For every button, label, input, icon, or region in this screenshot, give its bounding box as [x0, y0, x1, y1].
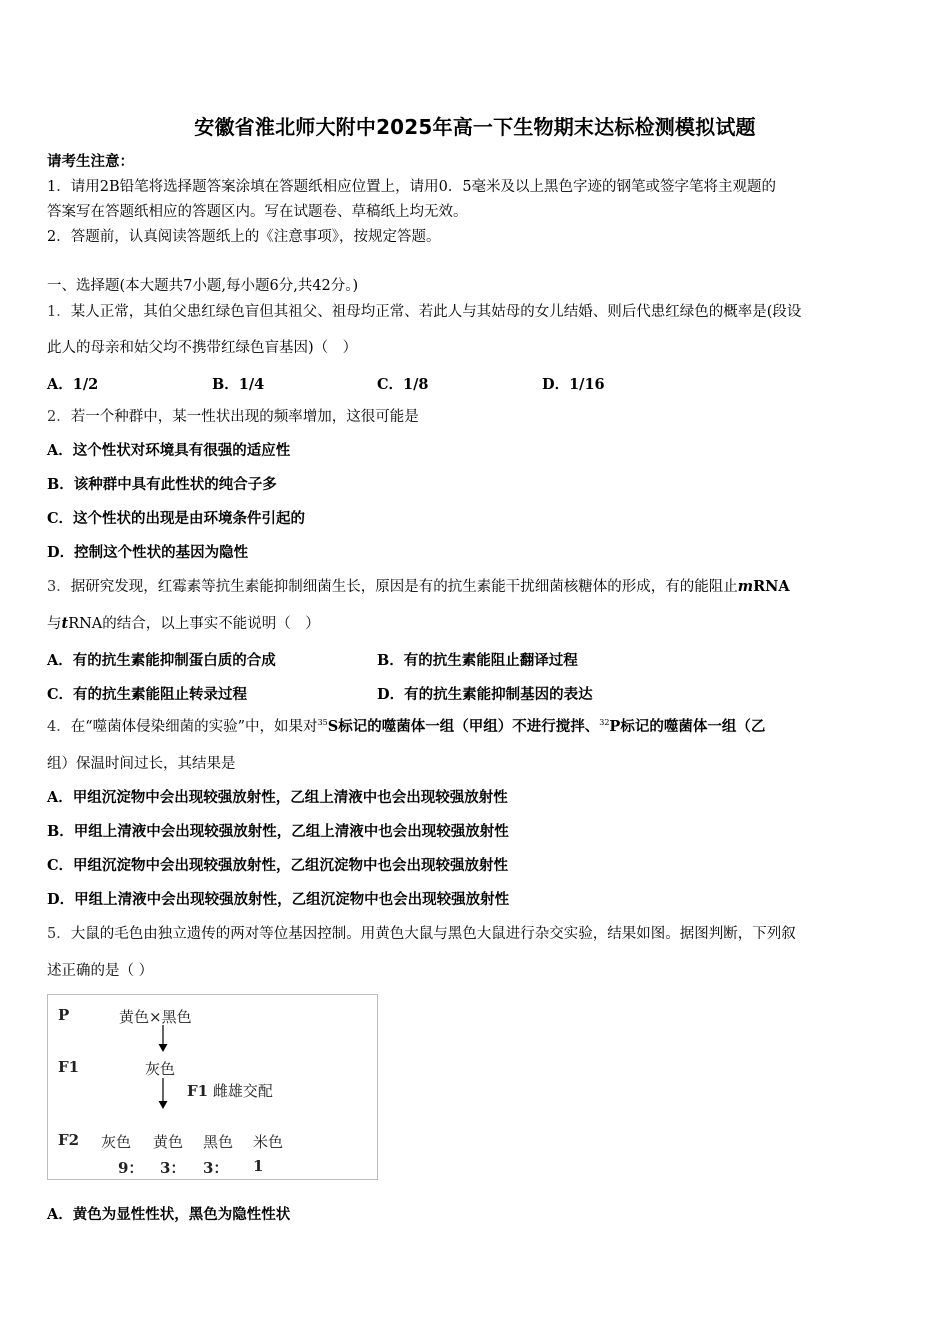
question-4-text-1b: S标记的噬菌体一组（甲组）不进行搅拌、 — [327, 718, 600, 735]
question-1-line-1 — [47, 302, 801, 322]
question-5-text-1: 大鼠的毛色由独立遗传的两对等位基因控制。用黄色大鼠与黑色大鼠进行杂交实验，结果如图。据图判断，下列叙 — [70, 926, 796, 942]
question-4-line-2: 组）保温时间过长，其结果是 — [47, 756, 236, 772]
f1-phenotype: 灰色 — [145, 1060, 176, 1078]
question-4-option-d: D．甲组上清液中会出现较强放射性，乙组沉淀物中也会出现较强放射性 — [47, 891, 510, 908]
question-3-m-italic: m — [737, 578, 754, 595]
question-1-option-d: D．1/16 — [542, 376, 605, 393]
question-2-number: 2． — [47, 409, 71, 425]
question-1-line-2: 此人的母亲和姑父均不携带红绿色盲基因)（ ） — [47, 340, 358, 356]
question-2-option-a: A．这个性状对环境具有很强的适应性 — [47, 442, 291, 459]
f2-phenotype-gray: 灰色 — [101, 1133, 132, 1151]
question-1-text-1: 某人正常，其伯父患红绿色盲但其祖父、祖母均正常、若此人与其姑母的女儿结婚、则后代患红绿色的概率是(段设 — [70, 304, 802, 320]
p-cross-text: 黄色×黑色 — [119, 1008, 192, 1026]
arrow-down-icon-2 — [156, 1078, 170, 1110]
f2-ratio-gray: 9： — [118, 1159, 144, 1177]
question-3-option-a: A．有的抗生素能抑制蛋白质的合成 — [47, 652, 276, 669]
question-3-text-2a: 与 — [47, 616, 62, 632]
f2-ratio-yellow: 3： — [160, 1159, 186, 1177]
question-4-text-1a: 在“噬菌体侵染细菌的实验”中，如果对 — [70, 719, 318, 735]
f2-ratio-cream: 1 — [253, 1157, 264, 1175]
question-4-number: 4． — [47, 719, 71, 735]
notice-item-2: 2．答题前，认真阅读答题纸上的《注意事项》，按规定答题。 — [47, 229, 441, 245]
question-4-option-b: B．甲组上清液中会出现较强放射性，乙组上清液中也会出现较强放射性 — [47, 823, 509, 840]
f2-generation-label: F2 — [58, 1131, 80, 1149]
f1-mating-text: 雌雄交配 — [212, 1082, 273, 1100]
question-3-line-1 — [47, 577, 790, 597]
question-4-option-c: C．甲组沉淀物中会出现较强放射性，乙组沉淀物中也会出现较强放射性 — [47, 857, 509, 874]
question-4-text-1c: P标记的噬菌体一组（乙 — [609, 718, 766, 735]
question-3-rna-1: RNA — [753, 578, 790, 595]
notice-item-1-line-2: 答案写在答题纸相应的答题区内。写在试题卷、草稿纸上均无效。 — [47, 204, 468, 220]
question-5-option-a: A．黄色为显性性状，黑色为隐性性状 — [47, 1206, 291, 1223]
f2-ratio-black: 3： — [203, 1159, 229, 1177]
question-3-option-c: C．有的抗生素能阻止转录过程 — [47, 686, 248, 703]
question-1-number: 1． — [47, 304, 71, 320]
question-3-t-italic: t — [61, 615, 69, 632]
notice-item-1-line-1: 1．请用2B铅笔将选择题答案涂填在答题纸相应位置上，请用0．5毫米及以上黑色字迹的钢笔或签字笔将主观题的 — [47, 179, 777, 195]
p-generation-label: P — [58, 1006, 70, 1024]
f1-generation-label: F1 — [58, 1058, 80, 1076]
question-4-sup-35: 35 — [317, 718, 328, 728]
question-3-number: 3． — [47, 579, 71, 595]
f2-phenotype-cream: 米色 — [253, 1133, 284, 1151]
question-3-text-1: 据研究发现，红霉素等抗生素能抑制细菌生长，原因是有的抗生素能干扰细菌核糖体的形成，有的能阻止 — [70, 579, 738, 595]
notice-heading: 请考生注意： — [47, 153, 134, 170]
question-4-sup-32: 32 — [599, 718, 610, 728]
question-2-option-d: D．控制这个性状的基因为隐性 — [47, 544, 249, 561]
question-3-option-b: B．有的抗生素能阻止翻译过程 — [377, 652, 578, 669]
question-2-text: 若一个种群中，某一性状出现的频率增加，这很可能是 — [70, 409, 419, 425]
f1-mating-f1: F1 — [187, 1082, 209, 1100]
arrow-down-icon-1 — [156, 1025, 170, 1053]
f2-phenotype-black: 黑色 — [203, 1133, 234, 1151]
f2-phenotype-yellow: 黄色 — [153, 1133, 184, 1151]
question-2-option-c: C．这个性状的出现是由环境条件引起的 — [47, 510, 306, 527]
question-3-line-2 — [47, 614, 320, 634]
question-3-option-d: D．有的抗生素能抑制基因的表达 — [377, 686, 593, 703]
question-4-line-1 — [47, 717, 765, 737]
question-5-line-1 — [47, 924, 796, 944]
question-3-text-2b: RNA的结合，以上事实不能说明（ ） — [68, 616, 320, 632]
question-2-line — [47, 407, 419, 427]
question-4-option-a: A．甲组沉淀物中会出现较强放射性，乙组上清液中也会出现较强放射性 — [47, 789, 508, 806]
cross-diagram — [47, 994, 378, 1180]
f1-mating-note — [187, 1080, 273, 1101]
document-title: 安徽省淮北师大附中2025年高一下生物期末达标检测模拟试题 — [194, 115, 756, 139]
question-1-option-b: B．1/4 — [212, 376, 265, 393]
question-5-line-2: 述正确的是（ ） — [47, 963, 154, 979]
question-1-option-a: A．1/2 — [47, 376, 99, 393]
section-heading: 一、选择题(本大题共7小题,每小题6分,共42分。) — [47, 278, 359, 294]
question-1-option-c: C．1/8 — [377, 376, 429, 393]
question-2-option-b: B．该种群中具有此性状的纯合子多 — [47, 476, 277, 493]
question-5-number: 5． — [47, 926, 71, 942]
